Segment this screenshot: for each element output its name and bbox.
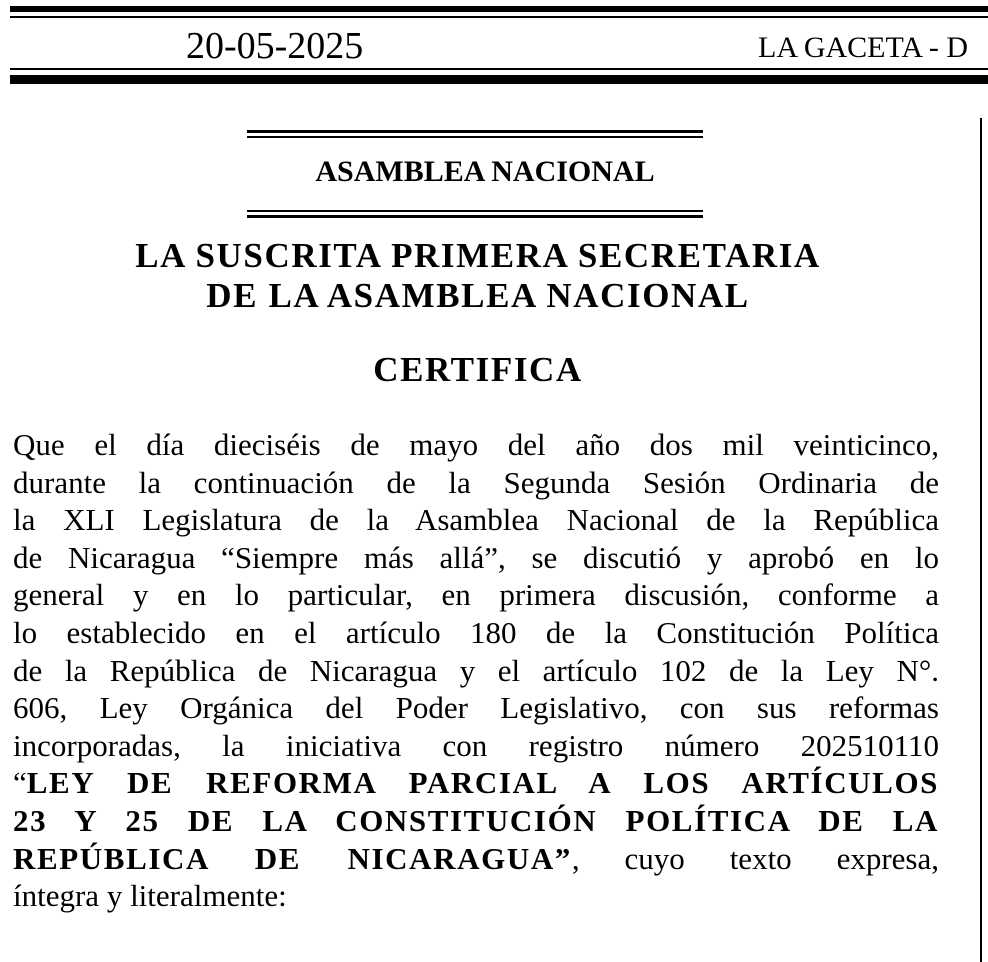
body-final-line: íntegra y literalmente: [13,878,287,914]
heading-line-2: DE LA ASAMBLEA NACIONAL [206,276,750,315]
certifies-heading: CERTIFICA [373,350,583,389]
body-line: Que el día dieciséis de mayo del año dos mil veinticinco, [13,427,939,462]
body-line: la XLI Legislatura de la Asamblea Nacional de la República [13,502,939,538]
publication-title: LA GACETA - D [758,31,969,64]
header-bottom-rule-thin [10,68,988,70]
section-rule-top-inner [247,136,703,138]
law-open-quote: “ [13,765,27,801]
body-line: lo establecido en el artículo 180 de la Constitución Política [13,614,939,650]
after-law-text: , cuyo texto expresa, [571,840,939,876]
issue-date: 20-05-2025 [186,25,364,67]
body-line: de Nicaragua “Siempre más allá”, se discutió y aprobó en lo [13,539,939,575]
header-bottom-rule-thick [10,75,988,84]
body-line: de la República de Nicaragua y el artículo 102 de la Ley N°. [13,652,939,688]
law-title-part-1: LEY DE REFORMA PARCIAL A LOS ARTÍCULOS [26,765,939,801]
body-line: 606, Ley Orgánica del Poder Legislativo, con sus reformas [13,690,939,726]
body-line: durante la continuación de la Segunda Sesión Ordinaria de [13,464,939,500]
law-title-line-2: 23 Y 25 DE LA CONSTITUCIÓN POLÍTICA DE LA [13,802,939,838]
header-top-rule-thick [10,6,988,12]
heading-line-1: LA SUSCRITA PRIMERA SECRETARIA [135,236,821,275]
law-title-line-1 [13,764,939,802]
header-top-rule-thin [10,16,988,18]
body-line: incorporadas, la iniciativa con registro número 202510110 [13,727,939,763]
section-rule-bottom-outer [247,215,703,218]
certification-body [13,426,939,915]
body-line: general y en lo particular, en primera discusión, conforme a [13,577,939,613]
law-title-part-3: REPÚBLICA DE NICARAGUA” [13,840,572,876]
law-title-line-3 [13,840,939,878]
section-rule-bottom-inner [247,210,703,212]
section-rule-top-outer [247,130,703,133]
section-title: ASAMBLEA NACIONAL [315,155,655,188]
column-divider [980,118,982,962]
